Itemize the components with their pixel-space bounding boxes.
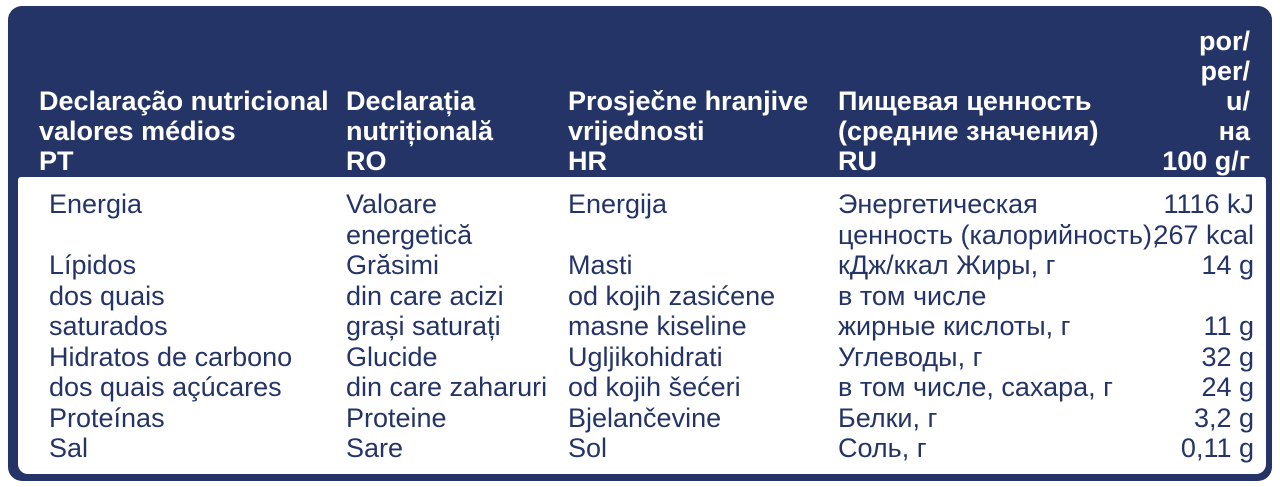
- cell-line: od kojih šećeri: [568, 372, 741, 402]
- header-line: RO: [346, 146, 387, 176]
- header-line: RU: [838, 146, 877, 176]
- cell-value: [1153, 189, 1254, 250]
- cell-line: ценность (калорийность),: [838, 219, 1160, 250]
- cell-line: Sare: [346, 433, 404, 463]
- cell-ro: [346, 403, 447, 434]
- cell-pt: [49, 403, 165, 434]
- cell-pt: [49, 342, 292, 373]
- cell-ru: [838, 403, 937, 434]
- cell-line: saturados: [49, 311, 168, 341]
- cell-value: [1201, 342, 1254, 373]
- header-line: Prosječne hranjive: [568, 86, 809, 116]
- cell-hr: [568, 281, 775, 342]
- cell-ro: [346, 250, 439, 281]
- cell-value: [1201, 250, 1254, 281]
- cell-line: Hidratos de carbono: [49, 341, 293, 372]
- header-line: HR: [568, 146, 607, 176]
- cell-line: Grăsimi: [346, 250, 439, 280]
- cell-pt: [49, 281, 168, 342]
- cell-ru: [838, 189, 1159, 250]
- header-line: u/: [1226, 86, 1250, 116]
- cell-line: Energija: [568, 189, 668, 219]
- cell-line: Sal: [49, 433, 89, 463]
- cell-ru: [838, 342, 982, 373]
- cell-line: Glucide: [346, 341, 438, 372]
- cell-line: Energia: [49, 189, 143, 219]
- cell-line: dos quais açúcares: [49, 372, 282, 402]
- nutrition-table: [8, 6, 1272, 481]
- header-line: PT: [39, 146, 74, 176]
- cell-line: energetică: [346, 219, 473, 250]
- cell-ru: [838, 372, 1113, 403]
- table-body: [18, 177, 1266, 474]
- cell-line: Sol: [568, 433, 608, 463]
- cell-line: Proteínas: [49, 402, 165, 433]
- cell-hr: [568, 342, 723, 373]
- header-hr: [568, 86, 808, 176]
- cell-ro: [346, 372, 547, 403]
- header-line: (средние значения): [838, 116, 1099, 146]
- cell-line: 0,11 g: [1180, 433, 1254, 463]
- cell-line: [1203, 281, 1254, 312]
- cell-line: din care zaharuri: [346, 372, 548, 402]
- cell-ru: [838, 250, 1055, 281]
- cell-hr: [568, 372, 741, 403]
- cell-hr: [568, 189, 667, 220]
- cell-line: Masti: [568, 250, 633, 280]
- cell-line: 24 g: [1201, 372, 1254, 402]
- cell-line: din care acizi: [346, 280, 504, 311]
- header-line: Declaração nutricional: [39, 86, 329, 116]
- header-line: Declarația: [346, 86, 476, 116]
- cell-hr: [568, 403, 721, 434]
- cell-line: 14 g: [1201, 250, 1254, 280]
- cell-pt: [49, 189, 142, 220]
- header-ru: [838, 86, 1099, 176]
- header-line: nutrițională: [346, 116, 493, 146]
- cell-line: Ugljikohidrati: [568, 341, 723, 372]
- header-pt: [39, 86, 329, 176]
- cell-line: Энергетическая: [838, 189, 1038, 219]
- cell-ro: [346, 342, 438, 373]
- header-line: valores médios: [39, 116, 236, 146]
- header-line: per/: [1200, 56, 1250, 86]
- cell-line: 1116 kJ: [1163, 189, 1254, 219]
- cell-ro: [346, 189, 472, 250]
- cell-pt: [49, 372, 282, 403]
- cell-line: Углеводы, г: [838, 341, 983, 372]
- cell-line: Valoare: [346, 189, 438, 219]
- cell-hr: [568, 433, 607, 464]
- cell-pt: [49, 250, 136, 281]
- cell-line: в том числе, сахара, г: [838, 372, 1114, 402]
- cell-line: Соль, г: [838, 433, 927, 463]
- cell-value: [1201, 372, 1254, 403]
- cell-line: dos quais: [49, 280, 165, 311]
- cell-line: Bjelančevine: [568, 402, 722, 433]
- cell-line: Proteine: [346, 402, 447, 433]
- cell-line: Lípidos: [49, 250, 137, 280]
- cell-line: masne kiseline: [568, 311, 747, 341]
- cell-ro: [346, 281, 504, 342]
- cell-line: кДж/ккал Жиры, г: [838, 250, 1056, 280]
- header-line: Пищевая ценность: [838, 86, 1092, 116]
- cell-ro: [346, 433, 403, 464]
- cell-line: Белки, г: [838, 402, 938, 433]
- cell-value: [1194, 403, 1254, 434]
- cell-line: 3,2 g: [1193, 402, 1254, 433]
- header-ro: [346, 86, 493, 176]
- cell-value: [1181, 433, 1254, 464]
- cell-line: 11 g: [1203, 311, 1254, 341]
- cell-line: 32 g: [1201, 341, 1254, 372]
- cell-line: жирные кислоты, г: [838, 311, 1071, 341]
- cell-line: grași saturați: [346, 311, 501, 341]
- header-per-100g: [1162, 26, 1250, 176]
- cell-line: 267 kcal: [1153, 219, 1254, 250]
- cell-line: od kojih zasićene: [568, 280, 776, 311]
- header-line: 100 g/г: [1162, 146, 1250, 176]
- header-line: vrijednosti: [568, 116, 705, 146]
- cell-line: в том числе: [838, 280, 987, 311]
- table-header: [8, 6, 1272, 176]
- cell-ru: [838, 281, 1071, 342]
- header-line: на: [1218, 116, 1250, 146]
- cell-value: [1203, 281, 1254, 342]
- cell-ru: [838, 433, 927, 464]
- header-line: por/: [1199, 26, 1250, 56]
- cell-pt: [49, 433, 88, 464]
- cell-hr: [568, 250, 633, 281]
